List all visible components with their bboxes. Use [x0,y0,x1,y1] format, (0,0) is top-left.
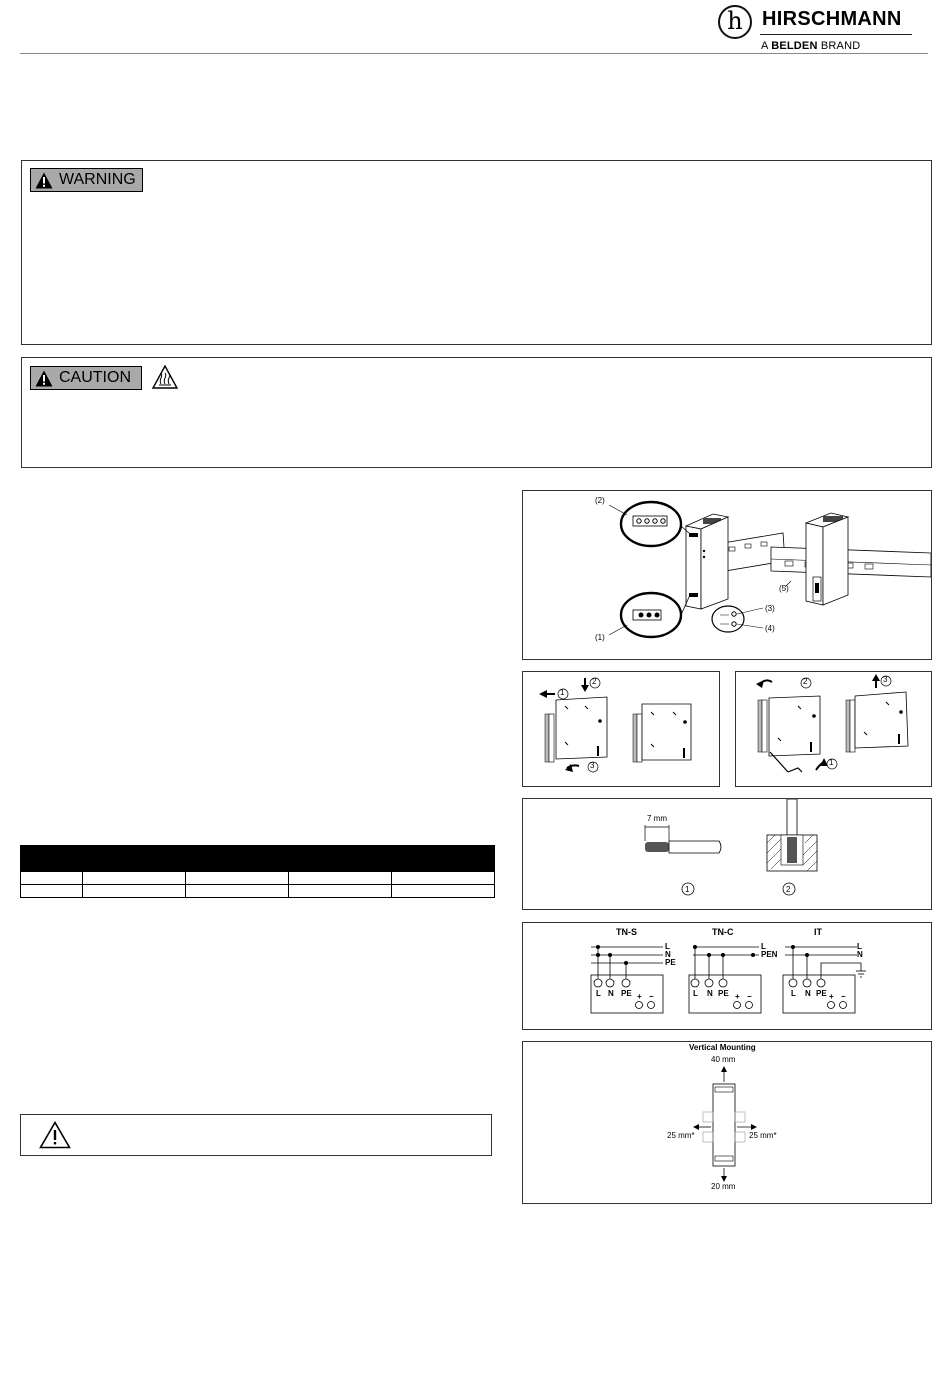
table-header-cell [83,846,289,859]
terminal-label: PE [718,989,729,998]
output-plus-label: + [637,992,642,1001]
it-title: IT [814,927,822,937]
output-minus-label: − [841,992,846,1001]
callout-4: (4) [765,624,775,633]
table-cell [392,872,495,885]
terminal-label: N [707,989,713,998]
step-2: 2 [803,677,808,686]
table-header-row [21,859,495,872]
warning-signal-word [30,168,143,192]
clearance-drawing [523,1042,931,1203]
clearance-title: Vertical Mounting [689,1043,756,1052]
table-header-cell [83,859,186,872]
step-1: 1 [560,688,565,697]
table-cell [186,885,289,898]
tn-s-title: TN-S [616,927,637,937]
device-overview-drawing [523,491,931,659]
table-cell [289,885,392,898]
caution-box [21,357,932,468]
table-cell [392,885,495,898]
output-minus-label: − [747,992,752,1001]
terminal-label: N [608,989,614,998]
step-3: 3 [883,675,888,684]
caution-signal-word [30,366,142,390]
step-2: 2 [786,885,791,894]
brand-tagline [761,40,860,52]
terminal-label: PE [621,989,632,998]
callout-5: (5) [779,584,789,593]
clearance-left: 25 mm* [667,1131,695,1140]
terminal-label: L [693,989,698,998]
table-cell [83,885,186,898]
callout-2: (2) [595,496,605,505]
brand-name: HIRSCHMANN [762,8,902,30]
table-cell [186,872,289,885]
terminal-label: L [596,989,601,998]
callout-1: (1) [595,633,605,642]
clearance-bottom: 20 mm [711,1182,736,1191]
output-minus-label: − [649,992,654,1001]
wire-strip-figure [522,798,932,910]
line-label: L [665,942,670,951]
terminal-label: L [791,989,796,998]
line-label: L [857,942,862,951]
step-1: 1 [829,758,834,767]
step-2: 2 [592,677,597,686]
table-cell [21,872,83,885]
wire-strip-drawing [523,799,931,909]
line-label: PEN [761,950,778,959]
terminal-label: PE [816,989,827,998]
table-row [21,885,495,898]
callout-3: (3) [765,604,775,613]
warning-box [21,160,932,345]
brand-tagline-bold: BELDEN [771,40,818,52]
clearance-right: 25 mm* [749,1131,777,1140]
tn-c-title: TN-C [712,927,734,937]
table-header-cell [289,846,495,859]
warning-label: WARNING [59,171,136,188]
strip-length-label: 7 mm [647,814,667,823]
table-header-cell [289,859,392,872]
brand-tagline-suffix: BRAND [817,40,861,52]
table-cell [83,872,186,885]
hot-surface-icon [152,365,178,389]
spec-table [20,845,495,898]
brand-divider [760,34,912,35]
brand-tagline-prefix: A [761,40,772,52]
device-overview-figure [522,490,932,660]
table-header-cell [186,859,289,872]
terminal-label: N [805,989,811,998]
network-systems-drawing [523,923,931,1029]
line-label: N [665,950,671,959]
general-warning-icon [39,1121,71,1149]
note-box [20,1114,492,1156]
table-row [21,872,495,885]
mounting-drawing [523,672,719,786]
brand-logo-mark: h [727,7,743,35]
warning-triangle-icon [35,172,53,189]
table-cell [289,872,392,885]
table-header-cell [392,859,495,872]
step-3: 3 [590,761,595,770]
removal-figure [735,671,932,787]
mounting-figure [522,671,720,787]
network-systems-figure [522,922,932,1030]
table-header-cell [21,846,83,872]
header-rule [20,53,928,54]
line-label: L [761,942,766,951]
clearance-figure [522,1041,932,1204]
removal-drawing [736,672,931,786]
clearance-top: 40 mm [711,1055,736,1064]
caution-label: CAUTION [59,369,131,386]
table-cell [21,885,83,898]
output-plus-label: + [735,992,740,1001]
line-label: N [857,950,863,959]
table-header-row [21,846,495,859]
step-1: 1 [685,885,690,894]
line-label: PE [665,958,676,967]
warning-triangle-icon [35,370,53,387]
output-plus-label: + [829,992,834,1001]
